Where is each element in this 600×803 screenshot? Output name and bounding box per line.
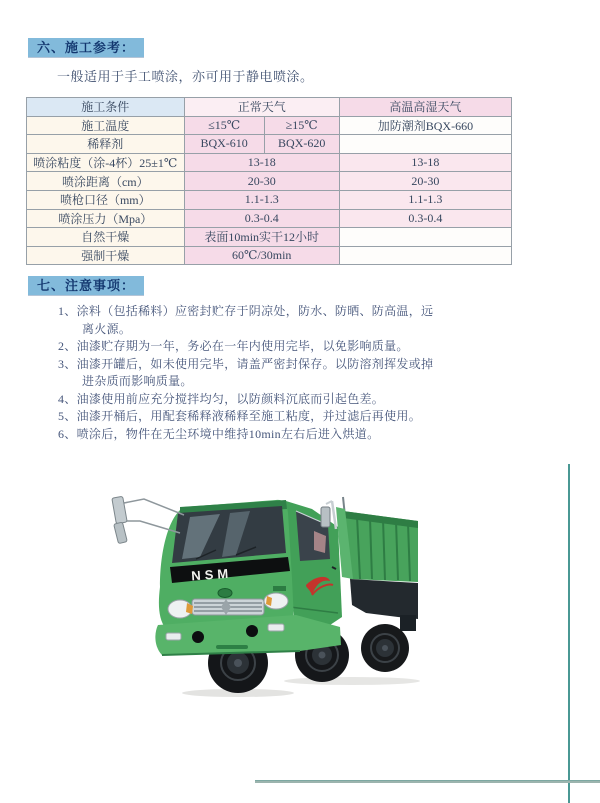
table-row (27, 116, 512, 135)
note-item: 4、油漆使用前应充分搅拌均匀，以防颜料沉底而引起色差。 (58, 391, 385, 406)
row-label: 施工温度 (27, 116, 185, 135)
cell-value: BQX-610 (184, 135, 264, 154)
headlight-right (264, 593, 288, 609)
cell-value: 20-30 (184, 172, 339, 191)
table-row (27, 190, 512, 209)
cell-value: ≥15℃ (264, 116, 339, 135)
cell-value: 20-30 (339, 172, 511, 191)
header-hot-humid: 高温高湿天气 (339, 98, 511, 117)
table-header-row (27, 98, 512, 117)
header-normal-weather: 正常天气 (184, 98, 339, 117)
cell-value (339, 246, 511, 265)
cell-value: 13-18 (339, 153, 511, 172)
page-corner-line-vertical (568, 464, 570, 803)
cell-value: 60℃/30min (184, 246, 339, 265)
truck-cab-front (159, 500, 294, 629)
side-sticker (273, 586, 286, 591)
note-item: 1、涂料（包括稀料）应密封贮存于阴凉处，防水、防晒、防高温，远离火源。 (58, 304, 434, 336)
row-label: 自然干燥 (27, 228, 185, 247)
truck-shadow (284, 677, 420, 685)
note-item: 6、喷涂后，物件在无尘环境中维持10min左右后进入烘道。 (58, 426, 380, 441)
section-title-construction: 六、施工参考： (28, 38, 144, 57)
truck-rear-wheel (361, 624, 409, 672)
cell-value (339, 228, 511, 247)
page-corner-line-horizontal (255, 780, 600, 783)
truck-dump-bed (336, 497, 418, 582)
row-label: 稀释剂 (27, 135, 185, 154)
section-title-notes: 七、注意事项： (28, 276, 144, 295)
hood-logo (218, 589, 232, 598)
truck-illustration (100, 487, 420, 697)
notes-list (58, 303, 434, 443)
row-label: 强制干燥 (27, 246, 185, 265)
table-row (27, 153, 512, 172)
truck-rear-underbody (400, 615, 416, 631)
cell-value: 1.1-1.3 (184, 190, 339, 209)
note-item: 3、油漆开罐后，如未使用完毕，请盖严密封保存。以防溶剂挥发或掉进杂质而影响质量。 (58, 356, 434, 388)
table-row (27, 246, 512, 265)
truck-photo (100, 487, 420, 697)
brand-lettering: NSM (190, 565, 233, 584)
note-item: 2、油漆贮存期为一年，务必在一年内使用完毕，以免影响质量。 (58, 339, 409, 353)
cell-value: 13-18 (184, 153, 339, 172)
row-label: 喷枪口径（mm） (27, 190, 185, 209)
intro-text: 一般适用于手工喷涂，亦可用于静电喷涂。 (57, 69, 314, 84)
cell-value: 加防潮剂BQX-660 (339, 116, 511, 135)
table-row (27, 135, 512, 154)
cell-value: 表面10min实干12小时 (184, 228, 339, 247)
note-item: 5、油漆开桶后，用配套稀释液稀释至施工粘度，并过滤后再使用。 (58, 409, 422, 423)
cell-value: 0.3-0.4 (339, 209, 511, 228)
table-row (27, 209, 512, 228)
cell-value: BQX-620 (264, 135, 339, 154)
headlight-left (168, 600, 193, 618)
cell-value: 0.3-0.4 (184, 209, 339, 228)
row-label: 喷涂压力（Mpa） (27, 209, 185, 228)
table-row (27, 172, 512, 191)
table-row (27, 228, 512, 247)
row-label: 喷涂粘度（涂-4杯）25±1℃ (27, 153, 185, 172)
spec-table (26, 97, 512, 265)
row-label: 喷涂距离（cm） (27, 172, 185, 191)
truck-chassis (350, 579, 418, 619)
cell-value: ≤15℃ (184, 116, 264, 135)
cell-value: 1.1-1.3 (339, 190, 511, 209)
cell-value (339, 135, 511, 154)
header-condition: 施工条件 (27, 98, 185, 117)
